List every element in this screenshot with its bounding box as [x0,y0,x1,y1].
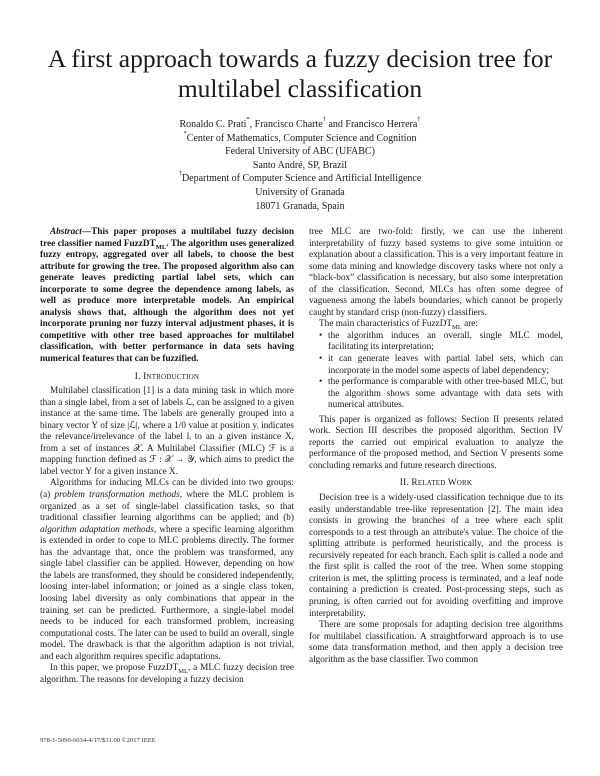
paragraph [40,663,294,686]
abstract [40,227,294,366]
affil-text: Center of Mathematics, Computer Science and Cognition [186,132,417,144]
author-3: and Francisco Herrera [325,119,418,130]
abstract-text: —This paper proposes a multilabel fuzzy decision tree classifier named FuzzDT [40,227,294,249]
affiliation-line [60,129,540,146]
subscript: ML [155,243,167,251]
text: The main characteristics of FuzzDT [319,319,453,330]
author-2: , Francisco Charte [249,119,323,130]
subscript: ML [452,324,462,332]
italic-term: problem transformation methods [54,490,180,501]
paragraph: There are some proposals for adapting decision tree algorithms for multilabel classification. A straightforward approach is to use some data transformation method, and then apply a decision tree algorithm as the base classifier. Two common [309,620,563,665]
affil-mark: † [322,116,326,123]
left-column [40,227,294,686]
affil-text: Department of Computer Science and Artificial Intelligence [181,173,422,185]
section-heading-introduction: I. Introduction [134,371,200,382]
paper-title: A first approach towards a fuzzy decision tree for multilabel classification [47,44,553,103]
paragraph [40,478,294,663]
affiliation-line [60,186,540,200]
right-column [309,227,563,666]
text: In this paper, we propose FuzzDT [50,663,179,674]
author-names [60,118,540,132]
text: , a MLC fuzzy decision tree algorithm. The reasons for developing a fuzzy decision [40,663,294,685]
italic-term: algorithm adaptation methods [40,524,154,535]
characteristics-list [309,331,563,412]
affil-mark: * [246,116,250,123]
section-heading-related-work: II. Related Work [399,478,473,489]
affil-text: 18071 Granada, Spain [255,200,345,212]
text: Algorithms for inducing MLCs can be divided into two groups: (a) [40,478,294,501]
paragraph: Multilabel classification [1] is a data mining task in which more than a single label, from a set of labels ℒ, can be assigned to a given instance at the same time. The labels are generally grouped into a binary vector Y of size |ℒ|, where a 1/0 value at position yᵢ indicates the relevance/irrelevance of the label lᵢ to an a given instance X, from a set of instances 𝒳. A Multilabel Classifier (MLC) ℱ is a mapping function defined as ℱ : 𝒳 → 𝒴, which aims to predict the label vector Y for a given instance X. [40,386,294,477]
abstract-text: . The algorithm uses generalized fuzzy entropy, aggregated over all labels, to choose the best attribute for growing the tree. The proposed algorithm also can generate leaves predicting partial label sets, which can incorporate to some degree the dependence among labels, as well as produce more interpretable models. An empirical analysis shows that, although the algorithm does not yet incorporate pruning nor fuzzy interval adjustment phases, it is competitive with other tree based approaches for multilabel classification, with better performance in data sets having numerical features that can be fuzzified. [40,238,294,365]
affil-mark: * [183,129,187,137]
affiliation-line [60,200,540,214]
list-item: • the algorithm induces an overall, single MLC model, facilitating its interpretation; [320,331,563,354]
paragraph: This paper is organized as follows: Section II presents related work. Section III describes the proposed algorithm. Section IV reports the carried out empirical evaluation to analyze the performance of the proposed method, and Section V presents some concluding remarks and future research directions. [309,414,563,471]
paragraph: Decision tree is a widely-used classification technique due to its easily understandable tree-like representation [2]. The main idea consists in growing the branches of a tree where each split corresponds to a test through an attribute's value. The choice of the splitting attribute is performed heuristically, and the process is recursively repeated for each branch. Each split is called a node and the first split is called the root of the tree. When some stopping criterion is met, the splitting process is terminated, and a leaf node containing a prediction is created. Post-processing steps, such as pruning, is often carried out for avoiding overfitting and improve interpretability. [309,493,563,619]
affil-text: Santo André, SP, Brazil [252,159,348,171]
affil-text: Federal University of ABC (UFABC) [225,146,375,158]
text: , where the MLC problem is organized as a set of single-label classification tasks, so that traditional classifier learning algorithms can be applied; and (b) [40,490,295,524]
affil-mark: † [417,116,421,123]
affiliation-line [60,145,540,159]
affiliation-line [60,172,540,186]
affil-mark: † [178,170,182,178]
paragraph [309,319,563,331]
author-1: Ronaldo C. Prati [179,119,247,130]
text: , where a specific learning algorithm is extended in order to cope to MLC problems directly. The former has the advantage that, once the problem was transformed, any single label classifier can be applied. However, depending on how the labels are transformed, they should be considered independently, loosing inter-label information; or joined as a single class token, loosing label diversity as only combinations that appear in the training set can be predicted. Furthermore, a single-label model needs to be induced for each transformed problem, increasing computational costs. The later can be used to build an overall, single model. The drawback is that the algorithm adaption is not trivial, and each algorithm requires specific adaptations. [40,524,294,662]
copyright-footer: 978-1-5090-6034-4/17/$31.00 ©2017 IEEE [40,737,156,744]
paragraph-continuation: tree MLC are two-fold: firstly, we can use the inherent interpretability of fuzzy based systems to give some intuition or explanation about a classification. This is a very important feature in some data mining and knowledge discovery tasks where not only a “black-box” classification is necessary, but also some interpretation of the classification. Second, MLCs has often some degree of vagueness among the labels boundaries, which cannot be properly caught by standard crisp (non-fuzzy) classifiers. [309,227,563,318]
affil-text: University of Granada [255,186,345,198]
subscript: ML [178,668,188,676]
list-item: • the performance is comparable with other tree-based MLC, but the algorithm shows some advantage with data sets with numerical attributes. [320,377,563,412]
abstract-label: Abstract [50,227,82,237]
list-item: • it can generate leaves with partial label sets, which can incorporate in the model some aspects of label dependency; [320,354,563,377]
author-block [60,118,540,213]
affiliation-line [60,159,540,173]
text: are: [461,319,478,330]
